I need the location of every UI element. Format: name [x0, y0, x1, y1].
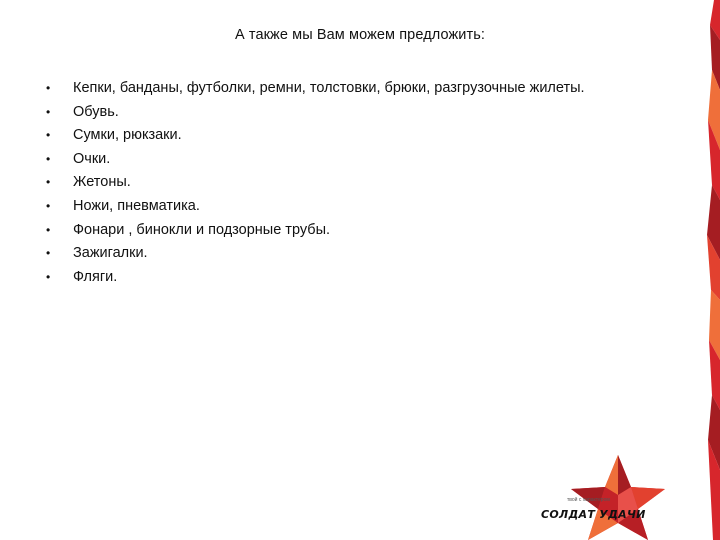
list-item-text: Жетоны.: [73, 174, 131, 191]
list-item-text: Очки.: [73, 150, 111, 167]
bullet-icon: •: [46, 81, 51, 95]
bullet-icon: •: [46, 269, 51, 284]
logo-brand: СОЛДАТ УДАЧИ: [541, 508, 646, 521]
bullet-icon: •: [46, 104, 51, 119]
list-item-text: Сумки, рюкзаки.: [73, 127, 182, 144]
slide-title: А также мы Вам можем предложить:: [234, 27, 486, 43]
bullet-icon: •: [46, 198, 51, 213]
list-item-text: Ножи, пневматика.: [73, 197, 200, 214]
bullet-icon: •: [46, 246, 51, 261]
bullet-icon: •: [46, 175, 51, 190]
decorative-edge-strip: [700, 0, 720, 540]
bullet-icon: •: [46, 151, 51, 166]
star-logo-icon: [535, 455, 685, 540]
logo-tagline: твой с характером: [567, 497, 610, 503]
bullet-icon: •: [46, 222, 51, 237]
list-item-text: Зажигалки.: [73, 245, 148, 262]
bullet-icon: •: [46, 128, 51, 143]
list-item-text: Фляги.: [73, 268, 118, 285]
list-item-text: Обувь.: [73, 103, 119, 120]
list-item-text: Кепки, банданы, футболки, ремни, толстовки, брюки, разгрузочные жилеты.: [73, 80, 585, 96]
list-item-text: Фонари , бинокли и подзорные трубы.: [73, 221, 331, 238]
